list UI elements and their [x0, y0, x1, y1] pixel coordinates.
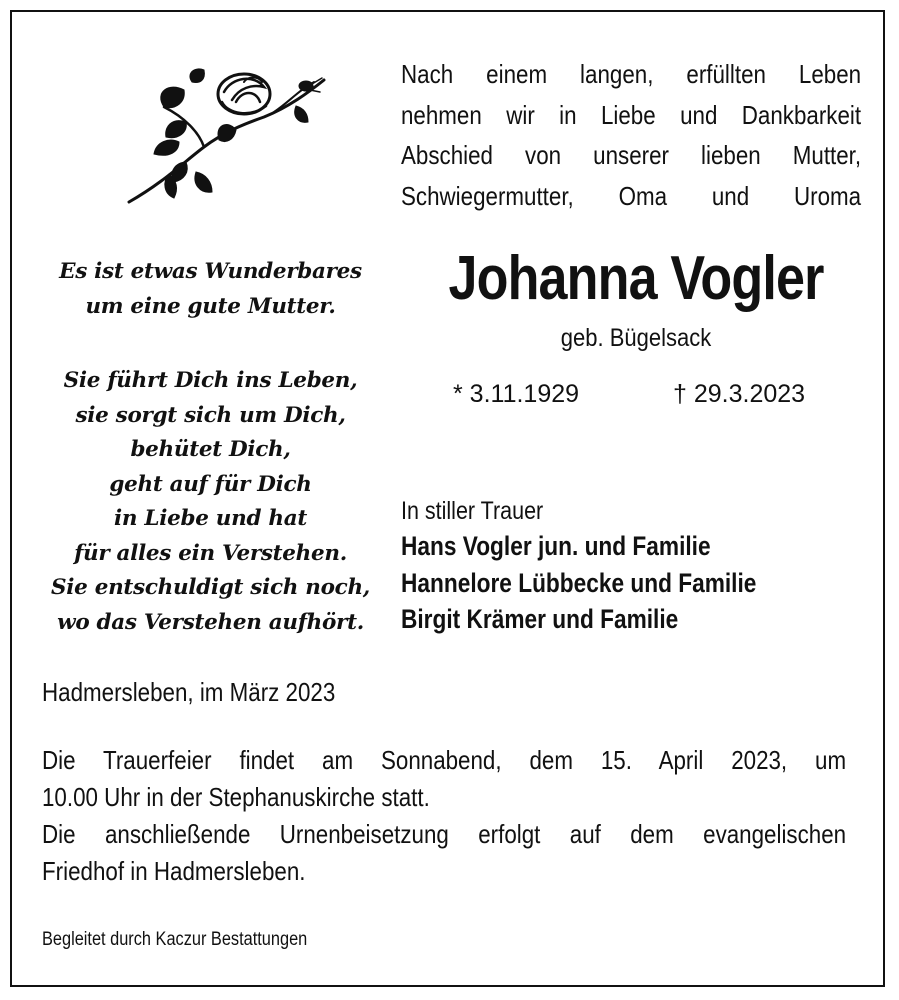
poem-stanza-1	[38, 255, 383, 324]
rose-icon	[124, 62, 339, 212]
poem-line: wo das Verstehen aufhört.	[57, 609, 364, 635]
funeral-line: 10.00 Uhr in der Stephanuskirche statt.	[42, 782, 430, 812]
obituary-notice	[10, 10, 885, 987]
poem-line: für alles ein Verstehen.	[74, 540, 347, 566]
life-dates	[401, 380, 871, 414]
death-date: † 29.3.2023	[673, 380, 806, 408]
poem-line: um eine gute Mutter.	[85, 293, 336, 319]
poem-line: Sie führt Dich ins Leben,	[63, 368, 358, 393]
mourner-family: Hans Vogler jun. und Familie	[401, 531, 711, 561]
poem-line: geht auf für Dich	[109, 471, 312, 497]
intro-line: nehmen wir in Liebe und Dankbarkeit	[401, 99, 862, 130]
poem-line: in Liebe und hat	[114, 506, 307, 531]
birth-date: * 3.11.1929	[453, 380, 580, 408]
intro-line: Abschied von unserer lieben Mutter,	[401, 140, 862, 170]
intro-line: Nach einem langen, erfüllten Leben	[401, 59, 862, 89]
poem-line: behütet Dich,	[130, 437, 291, 462]
undertaker-credit: Begleitet durch Kaczur Bestattungen	[42, 929, 308, 950]
poem-stanza-2	[38, 364, 383, 640]
intro-text	[401, 54, 861, 216]
funeral-line: Die Trauerfeier findet am Sonnabend, dem 15. April 2023, um	[42, 745, 847, 775]
funeral-line: Die anschließende Urnenbeisetzung erfolgt auf dem evangelischen	[42, 819, 847, 849]
place-date: Hadmersleben, im März 2023	[42, 677, 336, 707]
poem-line: Es ist etwas Wunderbares	[59, 259, 362, 284]
funeral-info	[42, 742, 846, 890]
maiden-name: geb. Bügelsack	[560, 324, 712, 352]
mourner-list	[401, 528, 756, 638]
mourner-family: Birgit Krämer und Familie	[401, 604, 679, 634]
mourner-family: Hannelore Lübbecke und Familie	[401, 567, 757, 598]
poem-line: Sie entschuldigt sich noch,	[51, 575, 370, 600]
deceased-name: Johanna Vogler	[448, 244, 824, 313]
poem-line: sie sorgt sich um Dich,	[75, 402, 346, 428]
funeral-line: Friedhof in Hadmersleben.	[42, 856, 306, 886]
intro-line: Schwiegermutter, Oma und Uroma	[401, 180, 862, 211]
mourning-label: In stiller Trauer	[401, 497, 544, 525]
